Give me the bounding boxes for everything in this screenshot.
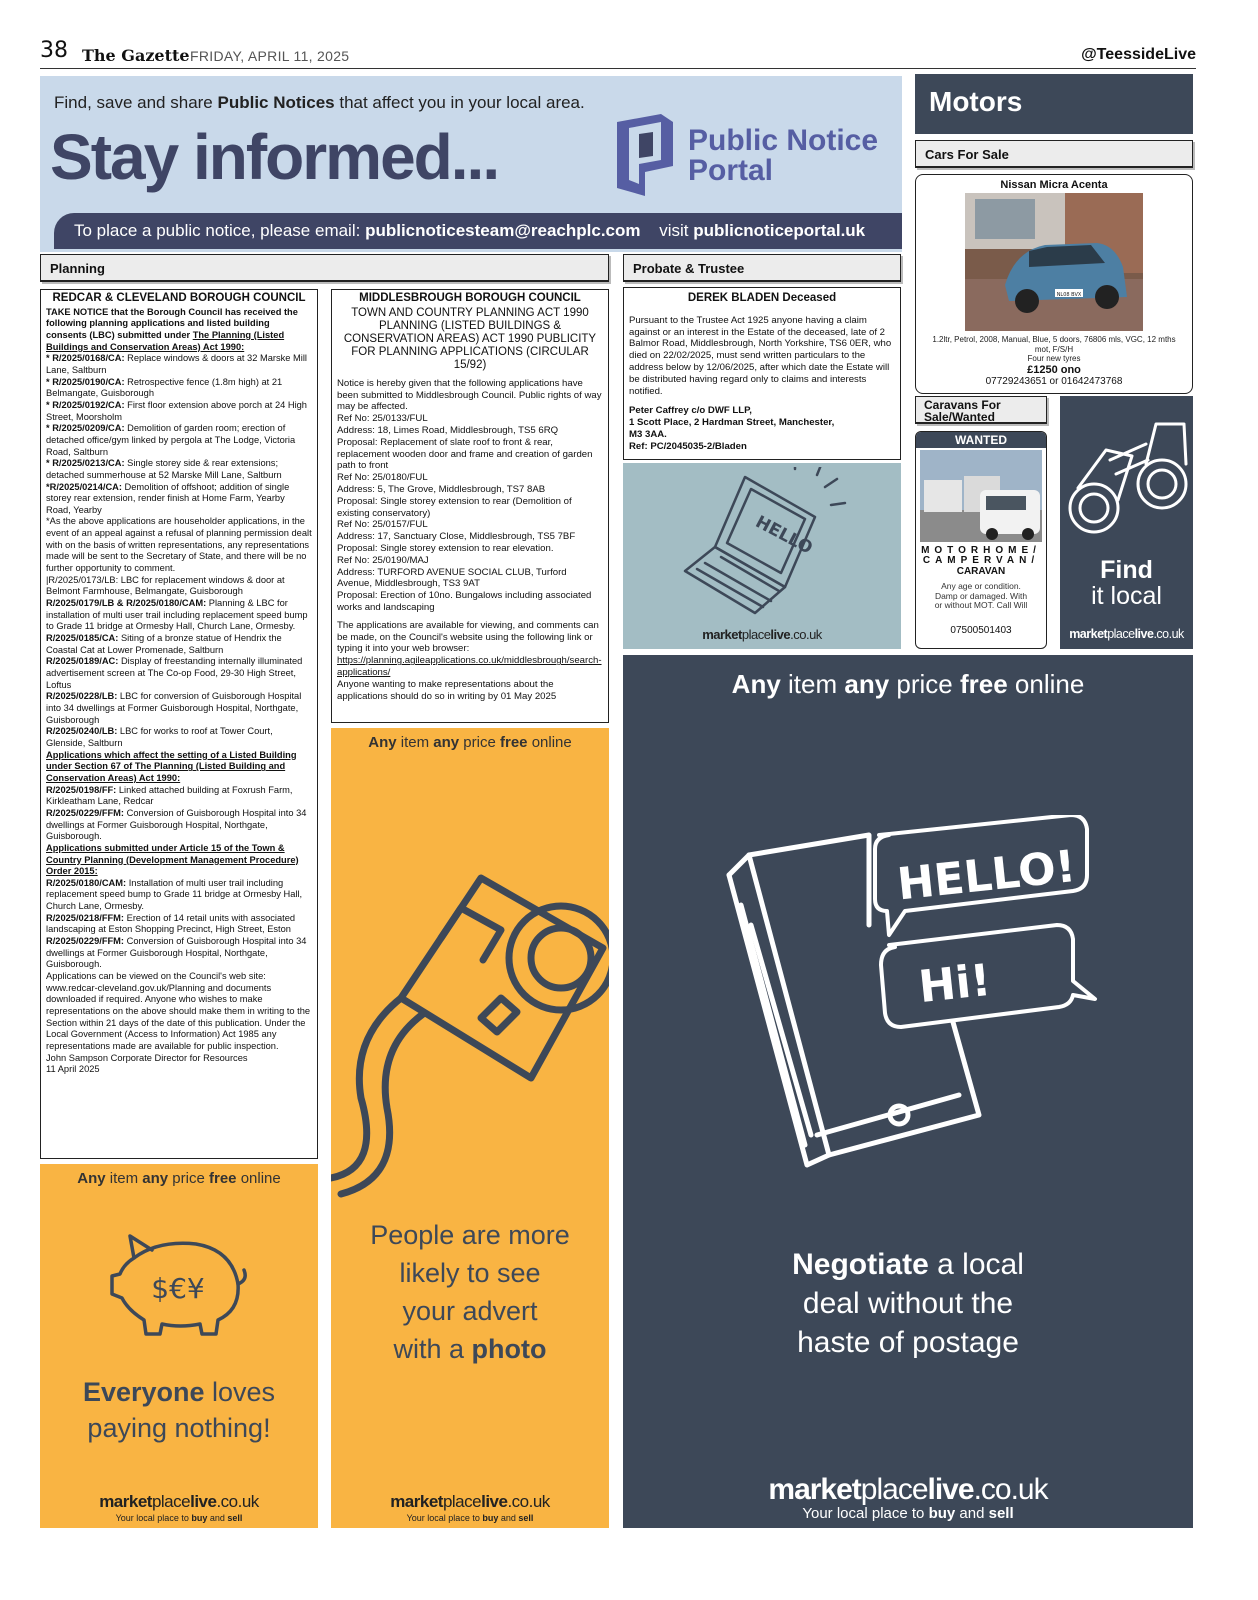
application-ref: R/2025/0229/FFM: <box>46 936 125 947</box>
application-text: LBC for works to roof at Tower Court, Glenside, Saltburn <box>46 726 273 748</box>
strip-visit: visit <box>659 221 694 240</box>
tag-price: price <box>168 1170 209 1187</box>
phone-icon <box>719 815 1099 1175</box>
redcar-closing: Applications can be viewed on the Council's web site: www.redcar-cleveland.gov.uk/Planning and documents downloaded if required. Anyone who wishes to make representations on the above should make them in writing to the Section within 21 days of the date of this publication. Under the Local Government (Access to Information) Act 1985 any representations made are available for public inspection. <box>46 971 311 1051</box>
brand-couk: .co.uk <box>790 627 822 642</box>
probate-notice <box>623 287 901 460</box>
banner-intro-suffix: that affect you in your local area. <box>334 93 585 112</box>
middlesbrough-app-ref: Ref No: 25/0133/FUL <box>337 413 428 425</box>
notice-email-link[interactable]: publicnoticesteam@reachplc.com <box>365 221 641 240</box>
brand-place: place <box>1107 627 1135 641</box>
laptop-ad-brand <box>623 627 901 642</box>
negotiate-line2: deal without the <box>802 1287 1014 1320</box>
sub-buy: buy <box>482 1513 499 1523</box>
redcar-items-listed <box>46 575 312 750</box>
probate-contact <box>629 405 895 452</box>
tag-free: free <box>209 1170 237 1187</box>
probate-title: DEREK BLADEN Deceased <box>687 292 837 304</box>
application-ref: * R/2025/0190/CA: <box>46 376 125 387</box>
binoculars-icon <box>1066 410 1190 540</box>
application-ref: R/2025/0198/FF: <box>46 784 117 795</box>
portal-name-line2: Portal <box>688 154 774 187</box>
application-text: Conversion of Guisborough Hospital into 34 dwellings at Former Guisborough Hospital, Northgate, Guisborough. <box>46 936 307 970</box>
application-text: First floor extension above porch at 24 High Street, Moorsholm <box>46 399 307 422</box>
application-item <box>46 400 312 423</box>
tag-free: free <box>960 669 1008 699</box>
sub-pre: Your local place to <box>406 1513 483 1523</box>
application-ref: R/2025/0229/FFM: <box>46 807 125 818</box>
application-item <box>46 633 312 656</box>
photo-ad[interactable] <box>331 728 609 1528</box>
application-item <box>46 458 312 481</box>
section-header-cars-for-sale: Cars For Sale <box>915 140 1193 168</box>
middlesbrough-app-proposal: Proposal: Erection of 10no. Bungalows including associated works and landscaping <box>337 590 592 613</box>
redcar-notice-title: REDCAR & CLEVELAND BOROUGH COUNCIL <box>52 292 306 304</box>
sub-and: and <box>207 1513 228 1523</box>
car-tyres: Four new tyres <box>1027 354 1081 363</box>
piggy-symbols: $€¥ <box>151 1272 205 1305</box>
bubble-hi-text: Hi! <box>916 954 994 1014</box>
tag-free: free <box>500 734 528 751</box>
piggy-ad[interactable] <box>40 1164 318 1528</box>
middlesbrough-applications <box>337 413 603 614</box>
tag-price: price <box>889 669 960 699</box>
negotiate-bold: Negotiate <box>792 1248 929 1281</box>
middlesbrough-app-ref: Ref No: 25/0190/MAJ <box>337 554 429 566</box>
social-handle: @TeessideLive <box>1081 46 1196 63</box>
middlesbrough-intro: Notice is hereby given that the following applications have been submitted to Middlesbrough Council. Public rights of way may be affected. <box>337 377 602 413</box>
application-ref: *R/2025/0214/CA: <box>46 481 122 492</box>
negotiate-copy <box>623 1245 1193 1362</box>
application-item <box>46 575 312 598</box>
caravan-phone[interactable]: 07500501403 <box>950 624 1012 636</box>
car-description: 1.2ltr, Petrol, 2008, Manual, Blue, 5 doors, 76806 mls, VGC, 12 mths mot, F/S/H <box>932 335 1176 354</box>
brand-market: market <box>99 1492 152 1511</box>
application-ref: * R/2025/0168/CA: <box>46 353 125 364</box>
brand-market: market <box>768 1473 861 1506</box>
laptop-ad[interactable] <box>623 463 901 649</box>
piggy-ad-copy <box>40 1374 318 1446</box>
tag-any: Any <box>731 669 781 699</box>
everyone-bold: Everyone <box>82 1377 205 1407</box>
application-ref: R/2025/0179/LB & R/2025/0180/CAM: <box>46 598 207 609</box>
application-text: Demolition of garden room; erection of detached office/gym linked by pergola at The Lodge, Victoria Road, Saltburn <box>46 423 296 457</box>
application-text: Single storey side & rear extensions; detached summerhouse at 52 Marske Mill Lane, Saltburn <box>46 458 282 480</box>
sub-sell: sell <box>988 1505 1014 1522</box>
sub-buy: buy <box>928 1505 956 1522</box>
photo-line4 <box>331 1330 609 1368</box>
brand-couk: .co.uk <box>216 1492 259 1511</box>
brand-place: place <box>860 1473 928 1506</box>
tag-any2: any <box>142 1170 169 1187</box>
car-photo[interactable] <box>965 193 1143 331</box>
application-text: Installation of multi user trail including replacement speed bump to Grade 11 bridge at Ormesby Hall, Church Lane, Ormesby. <box>46 877 303 912</box>
caravan-line2: CAMPERVAN/ <box>922 555 1040 566</box>
portal-url-link[interactable]: publicnoticeportal.uk <box>693 221 866 240</box>
banner-headline: Stay informed... <box>50 121 499 193</box>
redcar-sign-date: 11 April 2025 <box>46 1064 100 1075</box>
sub-sell: sell <box>227 1513 243 1523</box>
strip-prefix: To place a public notice, please email: <box>74 221 366 240</box>
photo-line3: your advert <box>402 1296 538 1326</box>
redcar-intro <box>46 307 312 354</box>
caravan-line3: CARAVAN <box>956 566 1006 577</box>
application-text: Retrospective fence (1.8m high) at 21 Belmangate, Guisborough <box>46 376 283 399</box>
sub-and: and <box>955 1505 989 1522</box>
piggy-ad-subline <box>40 1513 318 1523</box>
middlesbrough-planning-notice <box>331 289 609 723</box>
application-text: Siting of a bronze statue of Hendrix the Coastal Cat at Lower Promenade, Saltburn <box>46 633 282 655</box>
application-item <box>46 936 312 971</box>
probate-ref: Ref: PC/2045035-2/Bladen <box>629 440 747 452</box>
photo-ad-copy <box>331 1216 609 1368</box>
section-header-motors: Motors <box>915 74 1193 134</box>
negotiate-line1 <box>623 1245 1193 1284</box>
tag-any2: any <box>433 734 460 751</box>
sub-and: and <box>498 1513 519 1523</box>
middlesbrough-link[interactable]: https://planning.agileapplications.co.uk/middlesbrough/search-applications/ <box>337 655 602 678</box>
application-item <box>46 913 312 936</box>
bubble-hello-text: HELLO! <box>894 841 1079 911</box>
brand-live: live <box>927 1473 974 1506</box>
section-header-caravans: Caravans For Sale/Wanted <box>915 396 1047 424</box>
photo-line2: likely to see <box>399 1258 541 1288</box>
middlesbrough-app-address: Address: TURFORD AVENUE SOCIAL CLUB, Turford Avenue, Middlesbrough, TS3 9AT <box>337 566 567 590</box>
application-text: Conversion of Guisborough Hospital into 34 dwellings at Former Guisborough Hospital, Northgate, Guisborough. <box>46 807 307 842</box>
negotiate-ad[interactable] <box>623 655 1193 1528</box>
negotiate-ad-tagline <box>623 669 1193 700</box>
brand-live: live <box>190 1492 217 1511</box>
portal-logo-icon <box>617 114 673 196</box>
find-rest: it local <box>1091 582 1162 610</box>
application-item <box>46 691 312 726</box>
tag-item: item <box>780 669 845 699</box>
negotiate-ad-subline <box>623 1505 1193 1522</box>
banner-contact-strip <box>54 213 902 249</box>
tag-any: Any <box>77 1170 106 1187</box>
caravan-line1: MOTORHOME/ <box>921 545 1041 556</box>
middlesbrough-notice-title: MIDDLESBROUGH BOROUGH COUNCIL <box>359 292 581 304</box>
application-ref: * R/2025/0209/CA: <box>46 423 125 434</box>
brand-live: live <box>770 627 791 642</box>
everyone-line <box>40 1374 318 1410</box>
application-text: Display of freestanding internally illuminated advertisement screen at The Co-op Food, 29-30 High Street, Loftus <box>46 656 303 690</box>
application-item <box>46 598 312 633</box>
find-it-local-ad[interactable] <box>1060 396 1193 649</box>
probate-body: Pursuant to the Trustee Act 1925 anyone having a claim against or an interest in the Estate of the deceased, late of 2 Balmor Road, Middlesbrough, North Yorkshire, TS6 0ER, who died on 22/02/2025, must send written particulars to the address below by 12/06/2025, after which date the Estate will be distributed having regard only to claims and interests notified. <box>629 314 892 397</box>
application-ref: R/2025/0180/CAM: <box>46 877 127 888</box>
tag-any2: any <box>844 669 890 699</box>
middlesbrough-app-proposal: Proposal: Single storey extension to rear (Demolition of existing conservatory) <box>337 495 572 519</box>
sub-pre: Your local place to <box>115 1513 192 1523</box>
redcar-signatory: John Sampson Corporate Director for Resources <box>46 1052 248 1063</box>
caravan-photo[interactable] <box>920 450 1042 542</box>
tag-online: online <box>236 1170 281 1187</box>
middlesbrough-viewing: The applications are available for viewing, and comments can be made, on the Council's website using the following link or typing it into your web browser: <box>337 619 599 655</box>
application-text: Planning & LBC for installation of multi user trail including replacement speed bump to Grade 11 bridge at Ormesby Hall, Church Lane, Ormesby. <box>46 598 308 632</box>
portal-name-line1: Public Notice <box>688 124 879 157</box>
public-notice-banner <box>40 76 902 252</box>
sub-pre: Your local place to <box>802 1505 929 1522</box>
caravan-wanted-ad[interactable] <box>915 431 1047 649</box>
photo-line4-pre: with a <box>393 1334 472 1364</box>
caravan-description: Any age or condition. Damp or damaged. With or without MOT. Call Will <box>934 581 1028 610</box>
middlesbrough-closing: Anyone wanting to make representations about the applications should do so in writing by 01 May 2025 <box>337 678 557 702</box>
application-ref: |R/2025/0173/LB: <box>46 574 119 585</box>
brand-place: place <box>442 1492 482 1511</box>
application-ref: R/2025/0240/LB: <box>46 726 118 737</box>
application-ref: R/2025/0218/FFM: <box>46 912 125 923</box>
application-item <box>46 353 312 376</box>
application-text: Linked attached building at Foxrush Farm, Kirkleatham Lane, Redcar <box>46 784 293 807</box>
photo-ad-tagline <box>331 734 609 751</box>
camera-icon <box>331 838 609 1198</box>
masthead-rule <box>40 68 1196 69</box>
tag-item: item <box>396 734 434 751</box>
middlesbrough-app-ref: Ref No: 25/0180/FUL <box>337 472 428 484</box>
photo-ad-brand <box>331 1492 609 1512</box>
tag-online: online <box>527 734 572 751</box>
car-price: £1250 ono <box>1027 363 1081 376</box>
application-item <box>46 808 312 843</box>
redcar-items-article15 <box>46 878 312 971</box>
sub-sell: sell <box>518 1513 534 1523</box>
banner-intro <box>54 93 585 113</box>
laptop-screen-text: HELLO <box>752 512 816 559</box>
householder-note: *As the above applications are householder applications, in the event of an appeal against a refusal of planning permission dealt with on the basis of written representations, any representations made will be sent to the Secretary of State, and there will be no further opportunity to comment. <box>46 516 312 574</box>
middlesbrough-app-address: Address: 5, The Grove, Middlesbrough, TS7 8AB <box>337 483 546 495</box>
tag-item: item <box>105 1170 143 1187</box>
redcar-items <box>46 353 312 516</box>
photo-line1: People are more <box>370 1220 570 1250</box>
car-phone[interactable]: 07729243651 or 01642473768 <box>985 375 1123 387</box>
issue-date: FRIDAY, APRIL 11, 2025 <box>190 48 350 64</box>
banner-intro-bold: Public Notices <box>217 93 335 112</box>
brand-live: live <box>1134 627 1154 641</box>
application-item <box>46 482 312 517</box>
redcar-intro-act: The Planning (Listed Buildings and Conservation Areas) Act 1990: <box>46 329 285 352</box>
brand-couk: .co.uk <box>973 1473 1048 1506</box>
redcar-items-section67 <box>46 785 312 843</box>
application-text: LBC for replacement windows & door at Belmont Farmhouse, Belmangate, Guisborough <box>46 574 285 597</box>
brand-place: place <box>151 1492 191 1511</box>
middlesbrough-app-proposal: Proposal: Single storey extension to rear elevation. <box>337 542 554 554</box>
page-number: 38 <box>40 38 68 63</box>
brand-market: market <box>702 627 742 642</box>
application-item <box>46 785 312 808</box>
caravan-wanted-label: WANTED <box>916 432 1046 448</box>
tag-online: online <box>1007 669 1085 699</box>
banner-intro-prefix: Find, save and share <box>54 93 218 112</box>
middlesbrough-act: TOWN AND COUNTRY PLANNING ACT 1990 PLANNING (LISTED BUILDINGS & CONSERVATION AREAS) ACT 1990 PUBLICITY FOR PLANNING APPLICATIONS (CIRCULAR 15/92) <box>343 306 597 371</box>
application-text: Replace windows & doors at 32 Marske Mill Lane, Saltburn <box>46 353 307 375</box>
probate-contact-line2: 1 Scott Place, 2 Hardman Street, Manchester, <box>629 417 835 429</box>
negotiate-ad-brand <box>623 1473 1193 1507</box>
application-ref: R/2025/0185/CA: <box>46 633 119 644</box>
car-number-plate: NL08 BVX <box>1056 292 1082 298</box>
application-ref: * R/2025/0192/CA: <box>46 399 125 410</box>
car-title: Nissan Micra Acenta <box>1000 179 1108 191</box>
application-text: Erection of 14 retail units with associated landscaping at Eston Shopping Precinct, High Street, Eston <box>46 912 296 935</box>
middlesbrough-app-proposal: Proposal: Replacement of slate roof to front & rear, replacement wooden door and frame and creation of garden path to front <box>337 436 593 472</box>
section-header-probate: Probate & Trustee <box>623 254 901 282</box>
application-item <box>46 656 312 691</box>
negotiate-rest: a local <box>928 1248 1024 1281</box>
brand-market: market <box>390 1492 443 1511</box>
redcar-intro-text: TAKE NOTICE that the Borough Council has received the following planning applications and listed building consents (LBC) submitted under <box>46 306 298 340</box>
portal-name <box>688 126 878 186</box>
middlesbrough-app-ref: Ref No: 25/0157/FUL <box>337 519 428 531</box>
article15-heading: Applications submitted under Article 15 of the Town & Country Planning (Development Management Procedure) Order 2015: <box>46 842 299 877</box>
application-text: Demolition of offshoot; addition of single storey rear extension, render finish at Home Farm, Yearby Road, Yearby <box>46 481 290 515</box>
application-ref: R/2025/0189/AC: <box>46 656 119 667</box>
piggy-ad-brand <box>40 1492 318 1512</box>
middlesbrough-app-address: Address: 18, Limes Road, Middlesbrough, TS5 6RQ <box>337 424 559 436</box>
middlesbrough-app-address: Address: 17, Sanctuary Close, Middlesbrough, TS5 7BF <box>337 531 576 543</box>
brand-market: market <box>1069 627 1108 641</box>
redcar-planning-notice <box>40 289 318 1159</box>
find-bold: Find <box>1100 556 1153 584</box>
section67-heading: Applications which affect the setting of a Listed Building under Section 67 of The Planning (Listed Building and Conservation Areas) Act 1990: <box>46 749 297 783</box>
paying-line: paying nothing! <box>87 1413 271 1443</box>
tag-price: price <box>459 734 500 751</box>
application-item <box>46 878 312 913</box>
car-listing[interactable] <box>915 174 1193 394</box>
tag-any: Any <box>368 734 397 751</box>
application-item <box>46 377 312 400</box>
laptop-icon <box>675 467 855 617</box>
application-item <box>46 423 312 458</box>
brand-couk: .co.uk <box>507 1492 550 1511</box>
piggy-ad-tagline <box>40 1170 318 1187</box>
section-header-planning: Planning <box>40 254 609 282</box>
application-ref: R/2025/0228/LB: <box>46 691 118 702</box>
application-text: LBC for conversion of Guisborough Hospital into 34 dwellings at Former Guisborough Hospital, Northgate, Guisborough <box>46 691 302 725</box>
photo-ad-subline <box>331 1513 609 1523</box>
sub-buy: buy <box>191 1513 208 1523</box>
everyone-rest: loves <box>204 1377 276 1407</box>
find-ad-brand <box>1060 627 1193 641</box>
paper-name: The Gazette <box>82 46 190 65</box>
brand-place: place <box>741 627 771 642</box>
piggy-bank-icon <box>108 1228 248 1338</box>
brand-couk: .co.uk <box>1153 627 1184 641</box>
application-ref: * R/2025/0213/CA: <box>46 458 125 469</box>
probate-contact-line1: Peter Caffrey c/o DWF LLP, <box>629 405 752 417</box>
application-item <box>46 726 312 749</box>
negotiate-line3: haste of postage <box>797 1326 1019 1359</box>
probate-contact-line3: M3 3AA. <box>629 428 667 440</box>
photo-line4-bold: photo <box>471 1334 547 1364</box>
brand-live: live <box>481 1492 508 1511</box>
